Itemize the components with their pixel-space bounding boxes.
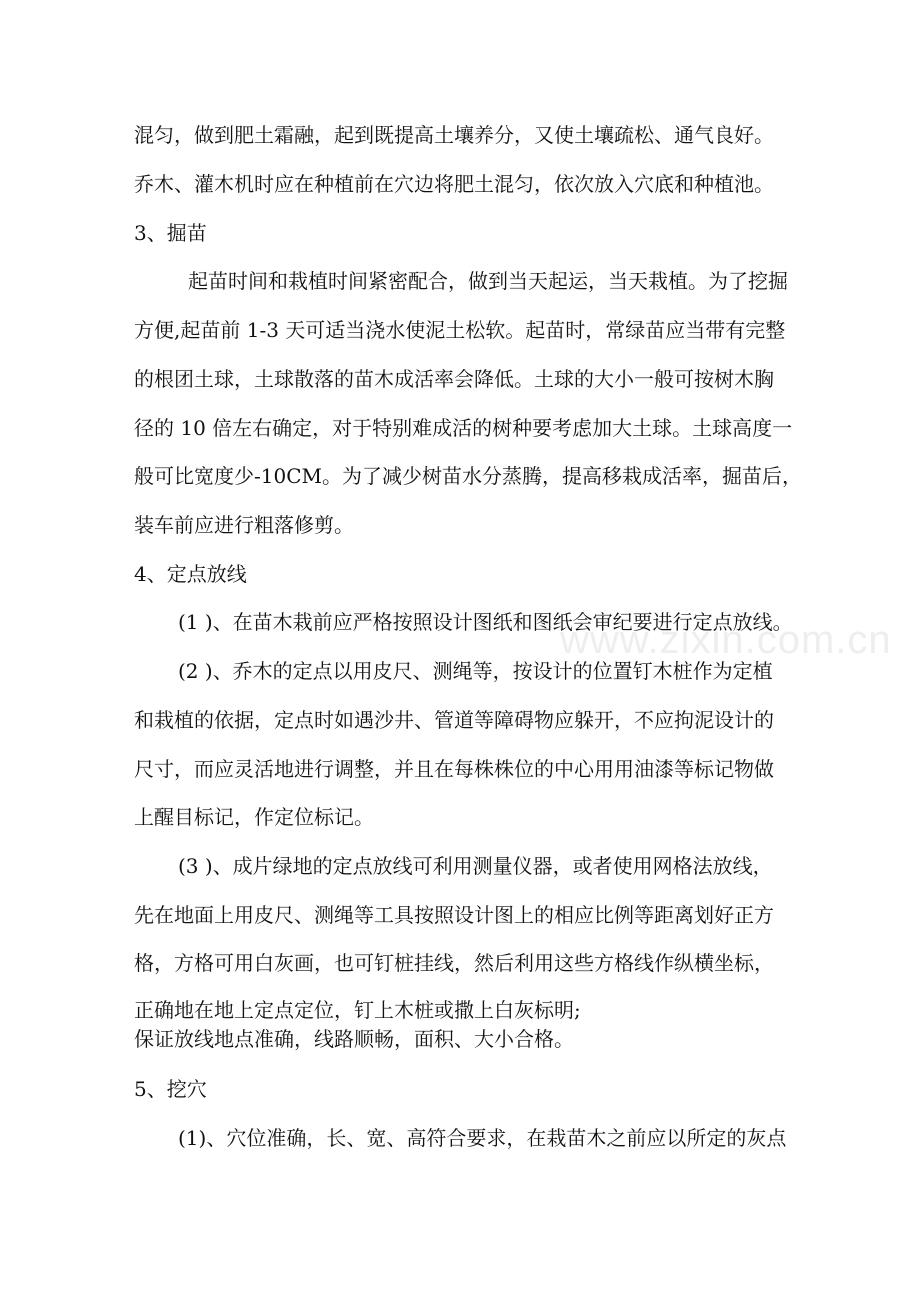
text-line: 正确地在地上定点定位，钉上木桩或撒上白灰标明; <box>134 998 581 1022</box>
text-line: 径的 10 倍左右确定，对于特别难成活的树种要考虑加大土球。土球高度一 <box>134 416 793 440</box>
text-line: 起苗时间和栽植时间紧密配合，做到当天起运，当天栽植。为了挖掘 <box>188 269 788 293</box>
text-line: (3 )、成片绿地的定点放线可利用测量仪器，或者使用网格法放线， <box>178 854 773 878</box>
text-line: (1 )、在苗木栽前应严格按照设计图纸和图纸会审纪要进行定点放线。 <box>178 610 793 634</box>
text-line: 方便,起苗前 1-3 天可适当浇水使泥土松软。起苗时，常绿苗应当带有完整 <box>134 318 786 342</box>
text-line: (1)、穴位准确，长、宽、高符合要求，在栽苗木之前应以所定的灰点 <box>178 1126 787 1150</box>
text-line: (2 )、乔木的定点以用皮尺、测绳等，按设计的位置钉木桩作为定植 <box>178 659 773 683</box>
text-line: 尺寸，而应灵活地进行调整，并且在每株株位的中心用用油漆等标记物做 <box>134 757 774 781</box>
text-line: 上醒目标记，作定位标记。 <box>134 805 374 829</box>
text-line: 先在地面上用皮尺、测绳等工具按照设计图上的相应比例等距离划好正方 <box>134 903 774 927</box>
text-line: 乔木、灌木机时应在种植前在穴边将肥土混匀，依次放入穴底和种植池。 <box>134 172 774 196</box>
text-line: 格，方格可用白灰画，也可钉桩挂线，然后利用这些方格线作纵横坐标， <box>134 951 774 975</box>
section-heading: 4、定点放线 <box>134 562 247 586</box>
text-line: 混匀，做到肥土霜融，起到既提高土壤养分，又使土壤疏松、通气良好。 <box>134 123 774 147</box>
text-line: 般可比宽度少-10CM。为了减少树苗水分蒸腾，提高移栽成活率，掘苗后， <box>134 464 802 488</box>
section-heading: 5、挖穴 <box>134 1077 207 1101</box>
text-line: 装车前应进行粗落修剪。 <box>134 513 354 537</box>
watermark-text: www.zixin.com.cn <box>560 618 892 662</box>
text-line: 的根团土球，土球散落的苗木成活率会降低。土球的大小一般可按树木胸 <box>134 367 774 391</box>
section-heading: 3、掘苗 <box>134 221 207 245</box>
text-line: 和栽植的依据，定点时如遇沙井、管道等障碍物应躲开，不应拘泥设计的 <box>134 708 774 732</box>
text-line: 保证放线地点准确，线路顺畅，面积、大小合格。 <box>134 1027 574 1051</box>
